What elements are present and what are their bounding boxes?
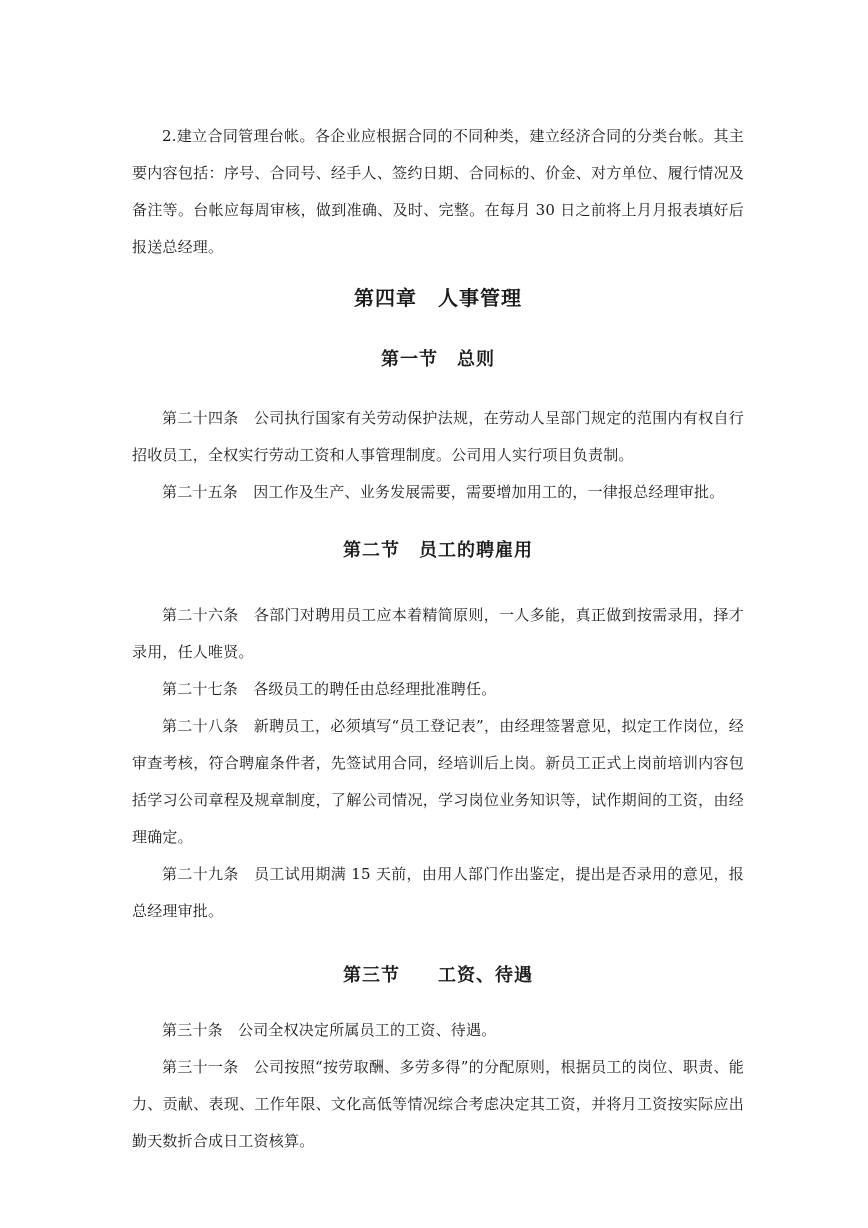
article-29: 第二十九条 员工试用期满 15 天前，由用人部门作出鉴定，提出是否录用的意见，报总经理审批。 <box>132 865 744 920</box>
article-25: 第二十五条 因工作及生产、业务发展需要，需要增加用工的，一律报总经理审批。 <box>162 483 725 501</box>
article-28: 第二十八条 新聘员工，必须填写“员工登记表”，由经理签署意见，拟定工作岗位，经审查考核，符合聘雇条件者，先签试用合同，经培训后上岗。新员工正式上岗前培训内容包括学习公司章程及规章制度，了解公司情况，学习岗位业务知识等，试作期间的工资，由经理确定。 <box>132 717 744 846</box>
article-31: 第三十一条 公司按照“按劳取酬、多劳多得”的分配原则，根据员工的岗位、职责、能力、贡献、表现、工作年限、文化高低等情况综合考虑决定其工资，并将月工资按实际应出勤天数折合成日工资核算。 <box>132 1058 744 1150</box>
article-30: 第三十条 公司全权决定所属员工的工资、待遇。 <box>162 1021 497 1039</box>
chapter-title: 第四章 人事管理 <box>354 286 522 310</box>
section-title-wages: 第三节 工资、待遇 <box>343 965 533 986</box>
section-title-general: 第一节 总则 <box>381 349 495 370</box>
article-27: 第二十七条 各级员工的聘任由总经理批准聘任。 <box>162 680 497 698</box>
section-title-hiring: 第二节 员工的聘雇用 <box>343 540 533 561</box>
document-page <box>132 118 744 1160</box>
contract-ledger-paragraph: 2.建立合同管理台帐。各企业应根据合同的不同种类，建立经济合同的分类台帐。其主要内容包括：序号、合同号、经手人、签约日期、合同标的、价金、对方单位、履行情况及备注等。台帐应每周审核，做到准确、及时、完整。在每月 30 日之前将上月月报表填好后报送总经理。 <box>132 127 744 256</box>
article-26: 第二十六条 各部门对聘用员工应本着精简原则，一人多能，真正做到按需录用，择才录用，任人唯贤。 <box>132 606 744 661</box>
article-24: 第二十四条 公司执行国家有关劳动保护法规，在劳动人呈部门规定的范围内有权自行招收员工，全权实行劳动工资和人事管理制度。公司用人实行项目负责制。 <box>132 409 744 464</box>
